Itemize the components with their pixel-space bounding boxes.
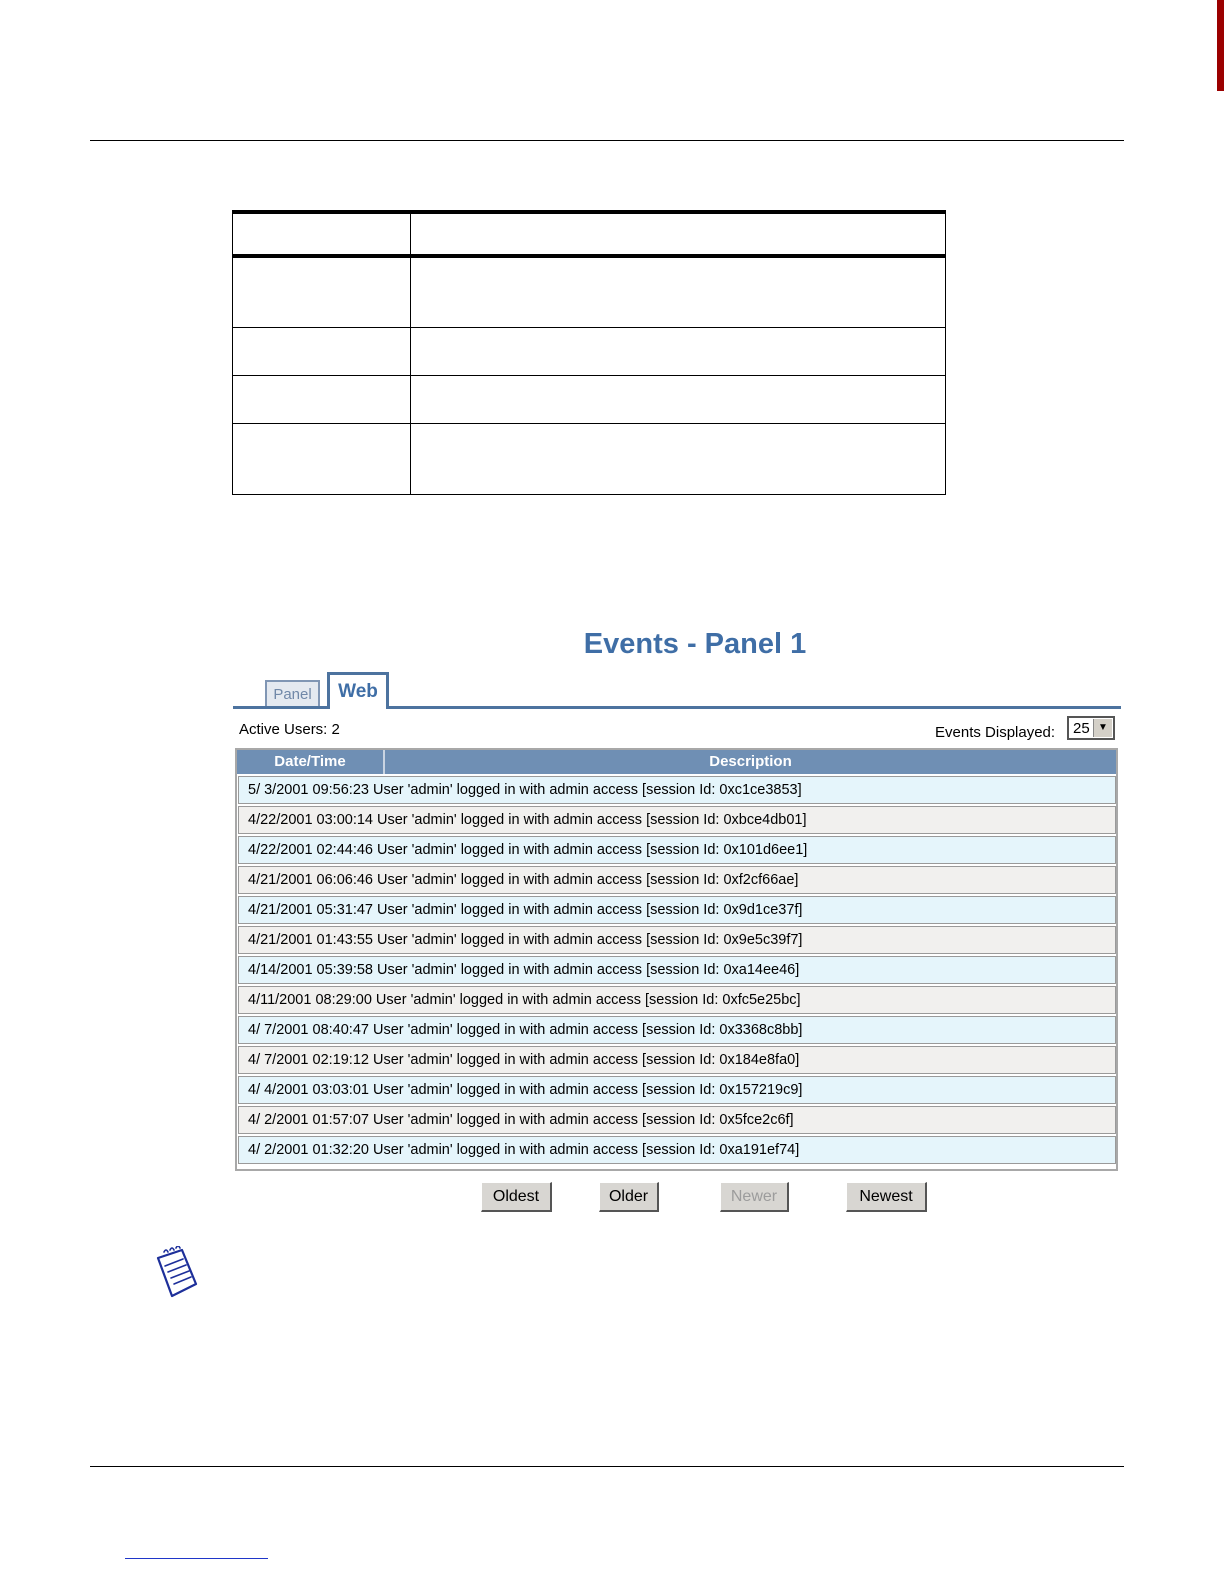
active-users-label: Active Users: 2 [239, 721, 340, 738]
header-rule [90, 140, 1124, 141]
footer-rule [90, 1466, 1124, 1467]
table-row[interactable]: 4/21/2001 01:43:55 User 'admin' logged in with admin access [session Id: 0x9e5c39f7] [238, 926, 1116, 954]
table-cell [233, 256, 411, 327]
events-displayed-select[interactable] [1067, 716, 1115, 740]
table-cell [233, 327, 411, 375]
table-row[interactable]: 4/ 4/2001 03:03:01 User 'admin' logged in with admin access [session Id: 0x157219c9] [238, 1076, 1116, 1104]
table-cell [233, 212, 411, 256]
table-row[interactable]: 4/14/2001 05:39:58 User 'admin' logged in with admin access [session Id: 0xa14ee46] [238, 956, 1116, 984]
table-cell [411, 212, 946, 256]
column-header-datetime[interactable]: Date/Time [237, 750, 385, 774]
chevron-down-icon[interactable]: ▼ [1093, 719, 1112, 737]
events-displayed-label: Events Displayed: [935, 724, 1056, 741]
tab-web[interactable]: Web [327, 672, 389, 709]
table-row[interactable]: 5/ 3/2001 09:56:23 User 'admin' logged in with admin access [session Id: 0xc1ce3853] [238, 776, 1116, 804]
table-header [237, 750, 1116, 774]
table-cell [411, 423, 946, 494]
table-cell [411, 256, 946, 327]
table-row[interactable]: 4/21/2001 06:06:46 User 'admin' logged in with admin access [session Id: 0xf2cf66ae] [238, 866, 1116, 894]
table-row[interactable]: 4/ 2/2001 01:32:20 User 'admin' logged in with admin access [session Id: 0xa191ef74] [238, 1136, 1116, 1164]
page-edge-marker [1217, 0, 1224, 91]
footer-link-underline [125, 1558, 268, 1559]
column-header-description[interactable]: Description [709, 753, 792, 770]
table-row[interactable]: 4/22/2001 02:44:46 User 'admin' logged in with admin access [session Id: 0x101d6ee1] [238, 836, 1116, 864]
table-cell [233, 375, 411, 423]
newer-button[interactable]: Newer [720, 1182, 789, 1212]
older-button[interactable]: Older [599, 1182, 659, 1212]
table-row[interactable]: 4/ 7/2001 02:19:12 User 'admin' logged in with admin access [session Id: 0x184e8fa0] [238, 1046, 1116, 1074]
table-cell [411, 327, 946, 375]
table-row[interactable]: 4/21/2001 05:31:47 User 'admin' logged in with admin access [session Id: 0x9d1ce37f] [238, 896, 1116, 924]
page-title: Events - Panel 1 [583, 628, 807, 660]
events-displayed-value: 25 [1073, 720, 1090, 737]
oldest-button[interactable]: Oldest [481, 1182, 552, 1212]
table-row[interactable]: 4/ 7/2001 08:40:47 User 'admin' logged in with admin access [session Id: 0x3368c8bb] [238, 1016, 1116, 1044]
table-row[interactable]: 4/11/2001 08:29:00 User 'admin' logged in with admin access [session Id: 0xfc5e25bc] [238, 986, 1116, 1014]
newest-button[interactable]: Newest [846, 1182, 927, 1212]
table-cell [233, 423, 411, 494]
tab-panel[interactable]: Panel [265, 680, 320, 706]
table-row[interactable]: 4/22/2001 03:00:14 User 'admin' logged in with admin access [session Id: 0xbce4db01] [238, 806, 1116, 834]
table-cell [411, 375, 946, 423]
table-row[interactable]: 4/ 2/2001 01:57:07 User 'admin' logged in with admin access [session Id: 0x5fce2c6f] [238, 1106, 1116, 1134]
note-pad-icon [152, 1246, 200, 1300]
document-table [232, 210, 946, 495]
events-table [235, 748, 1118, 1171]
